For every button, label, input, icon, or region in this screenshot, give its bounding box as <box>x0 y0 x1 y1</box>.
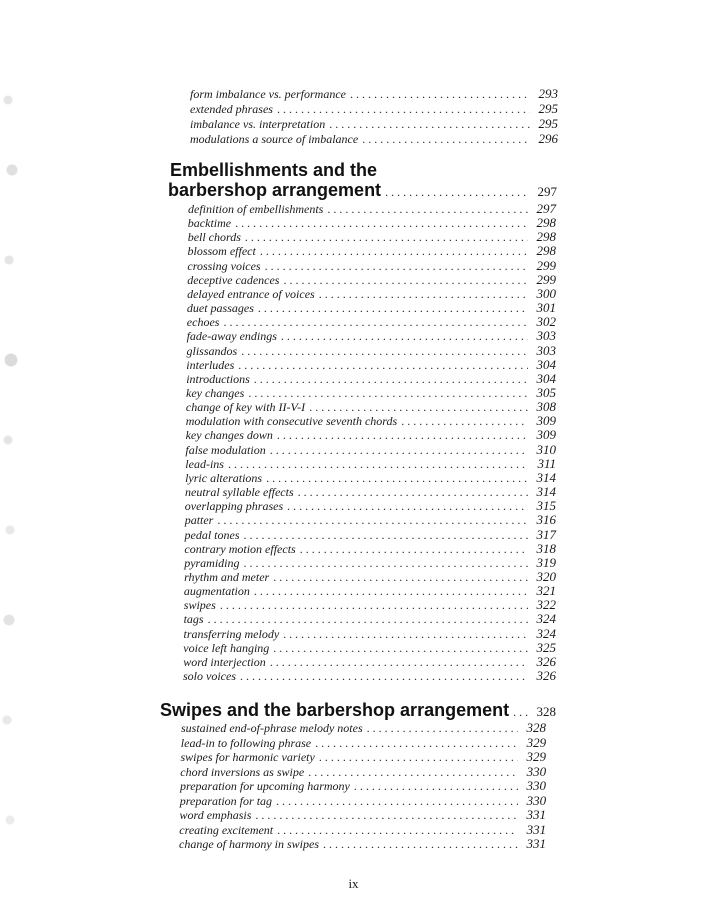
dot-leader <box>329 117 530 132</box>
toc-entry-label: change of key with II-V-I <box>185 400 306 415</box>
toc-entry-page: 308 <box>536 399 556 415</box>
toc-entry-page: 330 <box>526 763 547 779</box>
scan-binding-edge <box>0 60 22 880</box>
toc-entry-label: chord inversions as swipe <box>180 764 305 779</box>
toc-entry-page: 322 <box>536 597 556 613</box>
toc-entry-label: duet passages <box>186 301 254 316</box>
toc-entry-page: 329 <box>526 749 546 764</box>
toc-entry-page: 295 <box>538 101 558 116</box>
toc-entry-page: 331 <box>526 821 547 837</box>
toc-entry-page: 304 <box>536 370 556 386</box>
toc-entry-label: modulation with consecutive seventh chords <box>185 414 398 429</box>
toc-entry-label: swipes <box>183 598 216 613</box>
toc-entry-label: solo voices <box>183 669 236 683</box>
toc-entry <box>190 101 558 117</box>
toc-entry-page: 309 <box>536 427 556 443</box>
toc-entry-page: 324 <box>536 611 556 627</box>
toc-entry-page: 331 <box>526 807 546 822</box>
toc-entry-label: key changes down <box>185 428 273 443</box>
toc-entry-label: fade-away endings <box>186 329 277 344</box>
dot-leader <box>323 837 518 852</box>
toc-entry-label: contrary motion effects <box>184 541 296 556</box>
toc-entry-page: 299 <box>536 257 556 273</box>
toc-entry-label: echoes <box>186 315 220 330</box>
dot-leader <box>513 705 528 720</box>
toc-entry-label: transferring melody <box>183 626 280 641</box>
dot-leader <box>240 669 528 684</box>
toc-entry-label: word interjection <box>183 654 266 669</box>
toc-entry <box>179 836 546 852</box>
section-heading-line2: barbershop arrangement <box>168 180 382 200</box>
toc-entry-page: 314 <box>536 484 556 499</box>
toc-entry-page: 304 <box>536 356 556 372</box>
toc-entry-page: 329 <box>526 734 547 750</box>
toc-entry-label: swipes for harmonic variety <box>180 750 315 764</box>
toc-entry-label: lead-ins <box>185 456 224 471</box>
toc-entry-page: 300 <box>536 285 556 301</box>
toc-entry-label: word emphasis <box>179 808 252 822</box>
section-heading-row <box>168 180 557 201</box>
section-heading: Swipes and the barbershop arrangement <box>160 700 510 720</box>
toc-entry-page: 330 <box>526 778 546 793</box>
toc-entry-label: voice left hanging <box>183 640 270 655</box>
toc-entry-page: 331 <box>526 836 546 851</box>
dot-leader <box>362 132 530 147</box>
toc-entry-page: 319 <box>536 554 556 570</box>
toc-entry-page: 320 <box>536 568 556 584</box>
toc-entry-label: form imbalance vs. performance <box>190 87 346 101</box>
toc-entry-page: 315 <box>536 498 556 514</box>
toc-entry <box>183 668 556 684</box>
toc-entry <box>190 116 558 132</box>
toc-entry-label: crossing voices <box>187 258 261 273</box>
toc-entry-page: 318 <box>536 540 556 556</box>
toc-entry-label: deceptive cadences <box>187 272 280 287</box>
page-number: ix <box>348 876 359 891</box>
toc-entry-label: overlapping phrases <box>184 499 284 514</box>
toc-entry <box>190 131 558 147</box>
toc-entry-page: 326 <box>536 653 556 669</box>
toc-entry-page: 295 <box>538 116 558 131</box>
toc-entry-page: 326 <box>536 668 556 683</box>
toc-entry-label: lead-in to following phrase <box>180 735 312 750</box>
toc-entry-label: augmentation <box>183 584 250 598</box>
toc-entry-label: delayed entrance of voices <box>187 286 315 301</box>
toc-entry-label: preparation for tag <box>179 793 273 808</box>
toc-entry-page: 298 <box>536 243 556 259</box>
section-heading-line1: Embellishments and the <box>170 160 378 180</box>
toc-entry-label: creating excitement <box>179 822 274 837</box>
toc-entry-label: imbalance vs. interpretation <box>190 117 326 131</box>
toc-entry-label: lyric alterations <box>185 470 263 485</box>
toc-entry-label: blossom effect <box>187 244 256 259</box>
section-heading-page: 297 <box>537 184 557 199</box>
toc-entry-label: sustained end-of-phrase melody notes <box>181 721 363 735</box>
toc-entry-page: 299 <box>536 271 556 287</box>
toc-entry-page: 297 <box>536 201 556 216</box>
toc-entry-page: 298 <box>536 229 556 245</box>
toc-entry-page: 309 <box>536 413 556 429</box>
toc-entry-label: definition of embellishments <box>188 202 324 216</box>
toc-entry-page: 296 <box>538 131 558 146</box>
toc-entry-label: bell chords <box>187 230 241 245</box>
toc-entry-page: 310 <box>536 441 556 457</box>
toc-entry-label: pedal tones <box>184 527 240 542</box>
toc-entry-label: preparation for upcoming harmony <box>180 779 350 793</box>
toc-entry-page: 298 <box>536 215 556 231</box>
toc-entry-page: 328 <box>526 720 546 735</box>
toc-entry-page: 330 <box>526 792 547 808</box>
toc-entry-label: modulations a source of imbalance <box>190 132 359 146</box>
toc-entry-page: 317 <box>536 526 556 542</box>
toc-entry-page: 303 <box>536 342 556 358</box>
toc-entry-page: 293 <box>538 86 558 101</box>
toc-entry <box>190 86 558 102</box>
toc-entry-page: 325 <box>536 639 556 655</box>
toc-entry-page: 311 <box>537 455 556 471</box>
dot-leader <box>385 185 529 200</box>
toc-entry-label: interludes <box>186 357 235 372</box>
toc-entry-label: false modulation <box>185 442 266 457</box>
toc-entry-page: 303 <box>536 328 556 344</box>
toc-entry-label: change of harmony in swipes <box>179 837 319 851</box>
toc-entry-page: 305 <box>536 385 556 400</box>
section-heading-page: 328 <box>536 704 556 719</box>
toc-entry-page: 301 <box>536 300 556 316</box>
toc-entry-label: extended phrases <box>190 102 273 116</box>
section-heading-row <box>160 700 556 721</box>
toc-entry-page: 324 <box>536 625 556 641</box>
toc-entry-label: backtime <box>187 216 232 231</box>
toc-entry-label: pyramiding <box>184 555 240 570</box>
toc-entry-label: patter <box>184 513 214 528</box>
toc-entry-label: glissandos <box>186 343 238 358</box>
toc-entry-label: neutral syllable effects <box>185 485 294 499</box>
toc-entry-page: 314 <box>536 469 556 485</box>
dot-leader <box>350 87 530 102</box>
dot-leader <box>277 102 530 117</box>
toc-entry-label: key changes <box>186 386 245 400</box>
toc-entry-page: 302 <box>536 314 556 330</box>
toc-entry-label: tags <box>183 612 204 627</box>
toc-entry-label: rhythm and meter <box>184 569 270 584</box>
toc-entry-page: 316 <box>536 512 556 528</box>
toc-entry-page: 321 <box>536 583 556 598</box>
toc-entry-label: introductions <box>186 371 250 386</box>
